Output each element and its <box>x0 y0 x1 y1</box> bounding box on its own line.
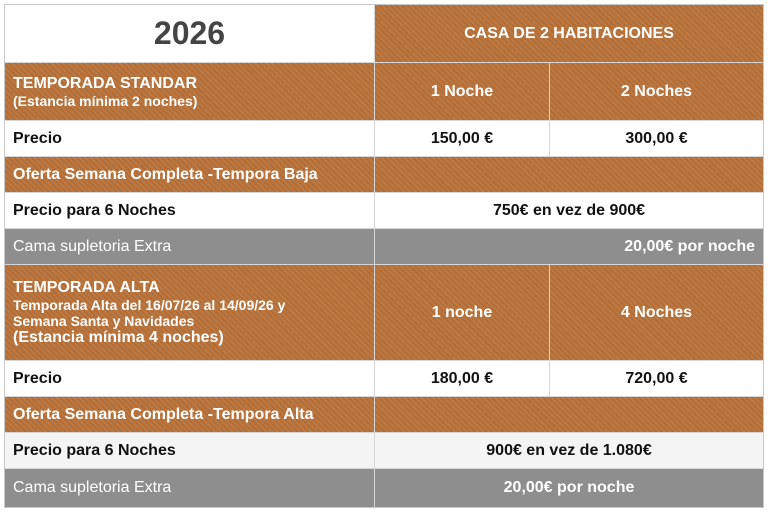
high-price1-cell <box>375 361 550 397</box>
standard-six-value-cell <box>375 193 763 229</box>
high-season-row <box>5 265 763 361</box>
high-offer-blank <box>375 397 763 433</box>
standard-extra-label-cell <box>5 229 375 265</box>
standard-price-label: Precio <box>13 129 62 147</box>
high-season-title: TEMPORADA ALTA <box>13 278 160 296</box>
standard-price-label-cell <box>5 121 375 157</box>
high-six-label-cell <box>5 433 375 469</box>
standard-col1-label: 1 Noche <box>430 82 494 100</box>
price-table <box>4 4 764 508</box>
high-price-row <box>5 361 763 397</box>
high-price2: 720,00 € <box>625 369 688 387</box>
high-extra-value: 20,00€ por noche <box>503 479 635 496</box>
high-col1-cell <box>375 265 550 361</box>
high-season-line3: (Estancia mínima 4 noches) <box>13 328 224 346</box>
standard-price-row <box>5 121 763 157</box>
standard-offer-label: Oferta Semana Completa -Tempora Baja <box>13 165 318 183</box>
year-label: 2026 <box>153 15 226 51</box>
standard-price2: 300,00 € <box>625 129 688 147</box>
high-price-label: Precio <box>13 369 62 387</box>
high-season-line2: Semana Santa y Navidades <box>13 312 195 329</box>
high-extra-value-cell <box>375 469 763 507</box>
high-six-row <box>5 433 763 469</box>
high-col2-label: 4 Noches <box>620 303 693 321</box>
standard-six-value: 750€ en vez de 900€ <box>492 201 646 219</box>
standard-col1-cell <box>375 63 550 121</box>
high-col2-cell <box>550 265 763 361</box>
high-offer-cell <box>5 397 375 433</box>
high-price1: 180,00 € <box>430 369 494 387</box>
standard-season-title: TEMPORADA STANDAR <box>13 74 197 92</box>
standard-offer-row <box>5 157 763 193</box>
high-price-label-cell <box>5 361 375 397</box>
standard-season-row <box>5 63 763 121</box>
header-row <box>5 5 763 63</box>
year-cell <box>5 5 375 63</box>
high-six-value-cell <box>375 433 763 469</box>
high-offer-label: Oferta Semana Completa -Tempora Alta <box>13 405 314 423</box>
standard-extra-row <box>5 229 763 265</box>
standard-season-cell <box>5 63 375 121</box>
house-title-cell <box>375 5 763 63</box>
standard-six-row <box>5 193 763 229</box>
standard-price1-cell <box>375 121 550 157</box>
high-extra-label: Cama supletoria Extra <box>13 479 172 496</box>
standard-offer-blank <box>375 157 763 193</box>
high-six-label: Precio para 6 Noches <box>13 441 176 459</box>
high-price2-cell <box>550 361 763 397</box>
high-offer-row <box>5 397 763 433</box>
standard-price2-cell <box>550 121 763 157</box>
house-title: CASA DE 2 HABITACIONES <box>464 24 674 42</box>
standard-col2-cell <box>550 63 763 121</box>
standard-extra-label: Cama supletoria Extra <box>13 237 172 255</box>
high-col1-label: 1 noche <box>431 303 493 321</box>
high-extra-row <box>5 469 763 507</box>
high-season-cell <box>5 265 375 361</box>
standard-season-subtitle: (Estancia mínima 2 noches) <box>13 92 198 109</box>
high-season-line1: Temporada Alta del 16/07/26 al 14/09/26 y <box>13 296 286 313</box>
standard-extra-value: 20,00€ por noche <box>624 237 755 255</box>
high-extra-label-cell <box>5 469 375 507</box>
standard-price1: 150,00 € <box>430 129 494 147</box>
standard-col2-label: 2 Noches <box>620 82 693 100</box>
standard-six-label: Precio para 6 Noches <box>13 201 176 219</box>
high-six-value: 900€ en vez de 1.080€ <box>486 441 652 459</box>
standard-extra-value-cell <box>375 229 763 265</box>
standard-offer-cell <box>5 157 375 193</box>
standard-six-label-cell <box>5 193 375 229</box>
